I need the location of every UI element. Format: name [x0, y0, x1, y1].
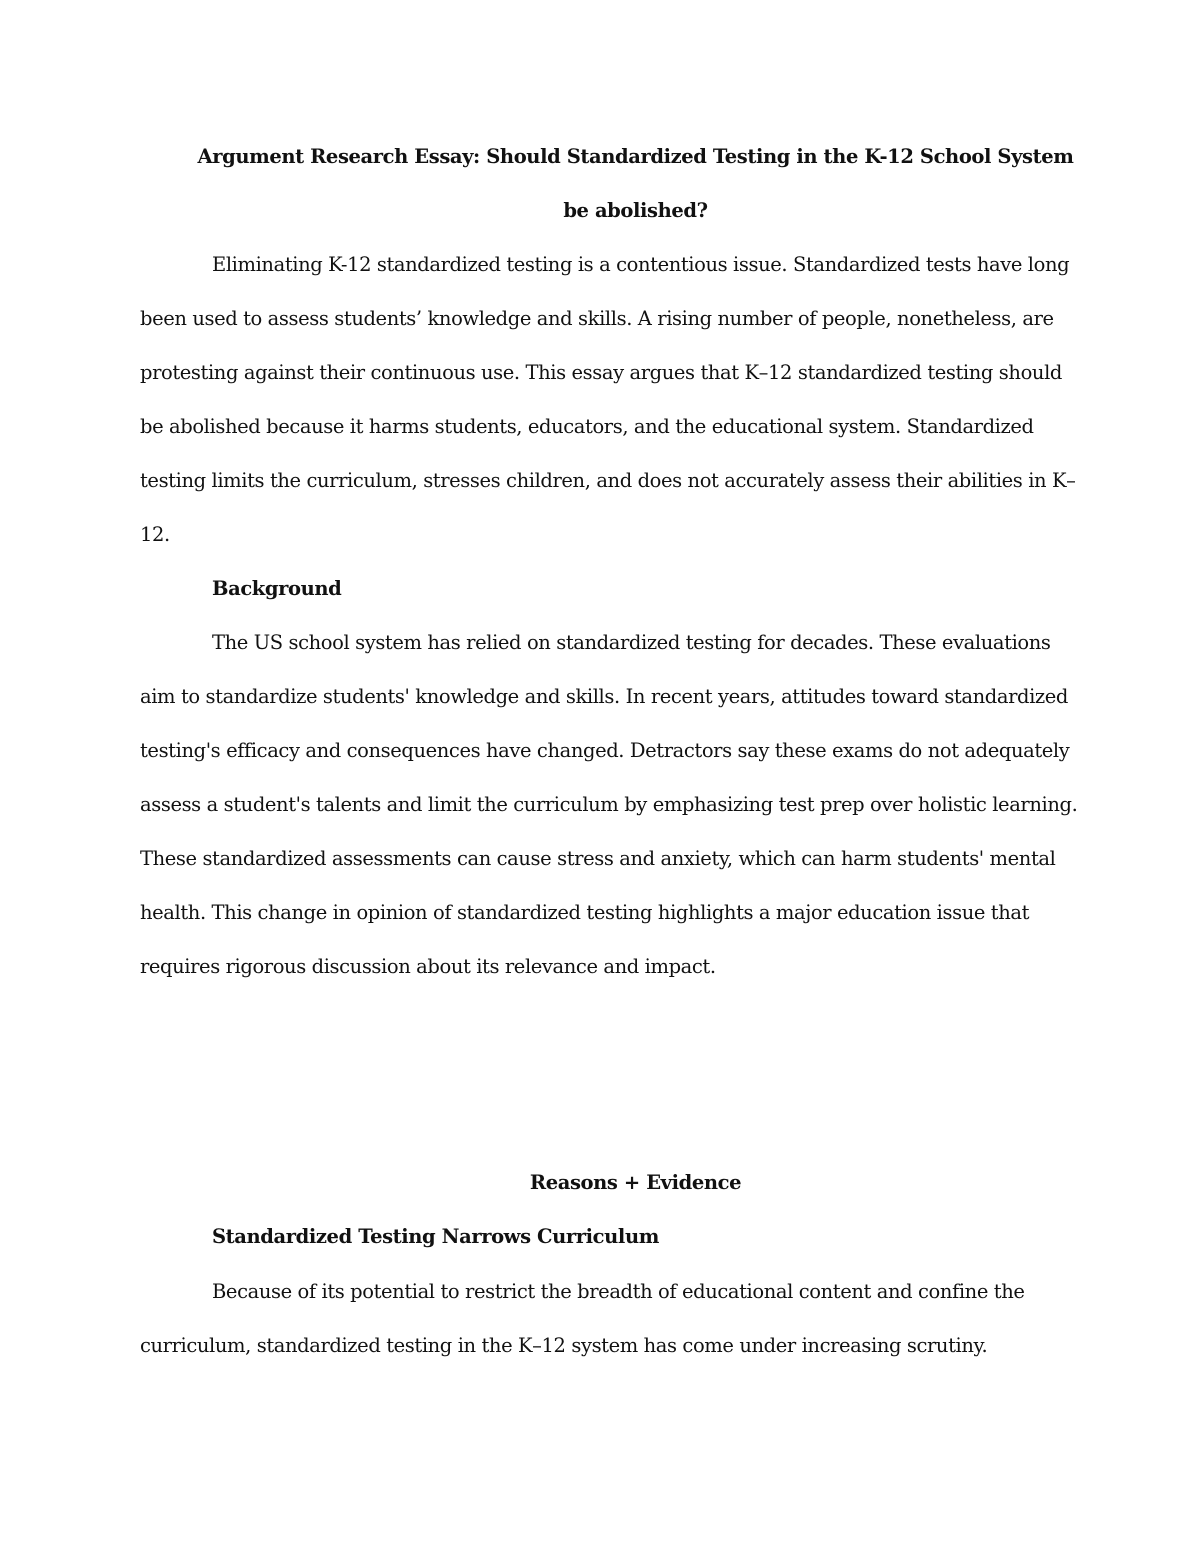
- background-paragraph-line: health. This change in opinion of standardized testing highlights a major education issue that: [140, 901, 1030, 924]
- background-paragraph-line: requires rigorous discussion about its relevance and impact.: [140, 955, 716, 978]
- intro-paragraph-line: Eliminating K-12 standardized testing is a contentious issue. Standardized tests have long: [212, 253, 1070, 276]
- intro-paragraph-line: 12.: [140, 523, 170, 546]
- background-heading: Background: [212, 577, 342, 600]
- background-paragraph-line: testing's efficacy and consequences have changed. Detractors say these exams do not adequately: [140, 739, 1070, 762]
- background-paragraph-line: These standardized assessments can cause stress and anxiety, which can harm students' mental: [140, 847, 1056, 870]
- essay-title-line-2: be abolished?: [563, 199, 708, 222]
- background-paragraph-line: aim to standardize students' knowledge and skills. In recent years, attitudes toward standardized: [140, 685, 1069, 708]
- intro-paragraph-line: testing limits the curriculum, stresses children, and does not accurately assess their abilities in K–: [140, 469, 1076, 492]
- intro-paragraph-line: protesting against their continuous use. This essay argues that K–12 standardized testing should: [140, 361, 1062, 384]
- essay-title-line-1: Argument Research Essay: Should Standardized Testing in the K-12 School System: [197, 145, 1074, 168]
- reasons-paragraph-line: Because of its potential to restrict the breadth of educational content and confine the: [212, 1280, 1025, 1303]
- intro-paragraph-line: been used to assess students’ knowledge and skills. A rising number of people, nonetheless, are: [140, 307, 1054, 330]
- reasons-evidence-heading: Reasons + Evidence: [529, 1171, 742, 1194]
- background-paragraph-line: assess a student's talents and limit the curriculum by emphasizing test prep over holistic learning.: [140, 793, 1078, 816]
- background-paragraph-line: The US school system has relied on standardized testing for decades. These evaluations: [212, 631, 1051, 654]
- narrows-curriculum-subheading: Standardized Testing Narrows Curriculum: [212, 1225, 659, 1248]
- reasons-paragraph-line: curriculum, standardized testing in the K–12 system has come under increasing scrutiny.: [140, 1334, 988, 1357]
- intro-paragraph-line: be abolished because it harms students, educators, and the educational system. Standardized: [140, 415, 1034, 438]
